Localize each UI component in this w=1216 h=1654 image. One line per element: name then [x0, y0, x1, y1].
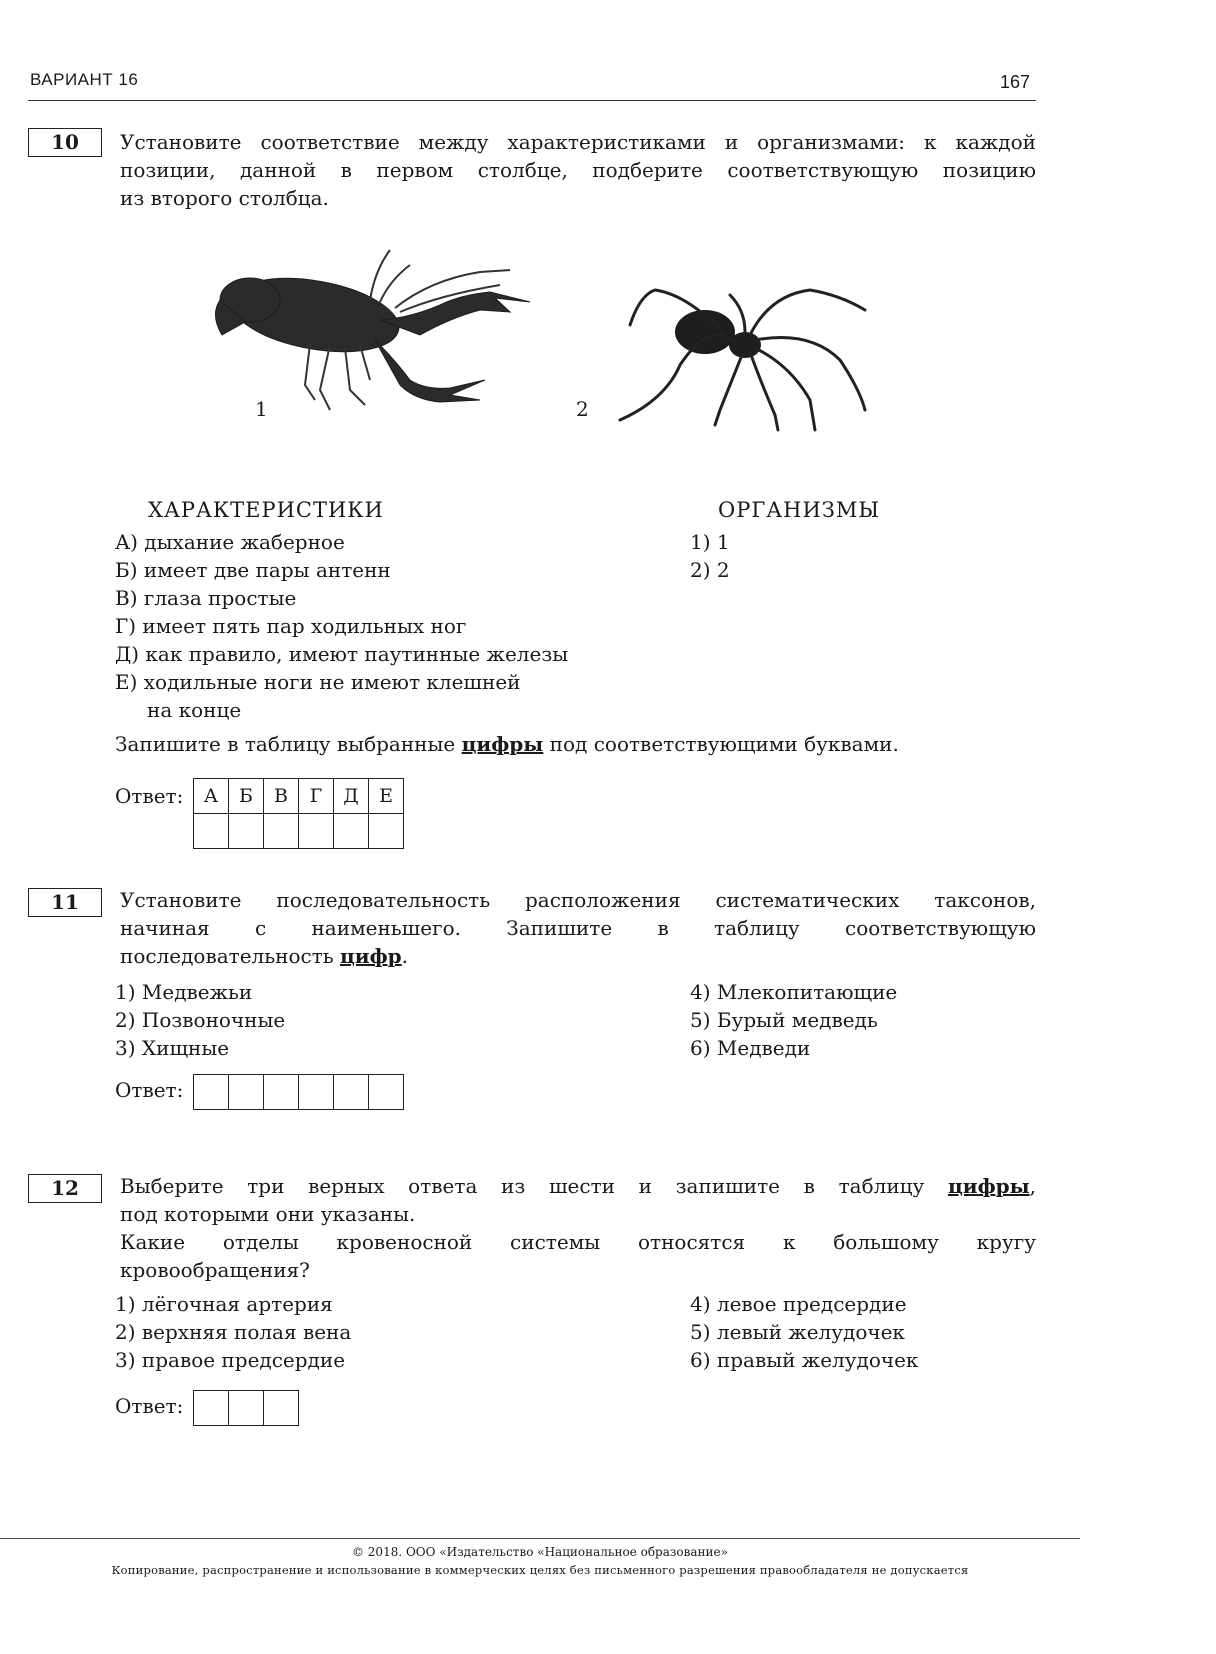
question-12-option-6: 6) правый желудочек	[690, 1348, 919, 1372]
spider-image	[610, 270, 880, 440]
question-10-text	[120, 128, 1036, 212]
answer-cell[interactable]	[194, 1391, 229, 1426]
footer-divider	[0, 1538, 1080, 1539]
instruction-text-end: под соответствующими буквами.	[543, 732, 899, 756]
answer-cell[interactable]	[369, 1075, 404, 1110]
question-12-number: 12	[28, 1174, 102, 1203]
header-divider	[28, 100, 1036, 101]
question-10-line-3: из второго столбца.	[120, 186, 329, 210]
answer-cell[interactable]	[194, 1075, 229, 1110]
answer-header-v: В	[264, 779, 299, 814]
organism-1: 1) 1	[690, 530, 730, 554]
characteristic-e: Е) ходильные ноги не имеют клешней	[115, 670, 521, 694]
characteristic-d: Д) как правило, имеют паутинные железы	[115, 642, 569, 666]
answer-header-b: Б	[229, 779, 264, 814]
question-12-options-right	[690, 1290, 918, 1374]
characteristics-list	[115, 528, 568, 724]
question-10-line-2: позиции, данной в первом столбце, подберите соответствующую позицию	[120, 158, 1036, 182]
question-10-line-1: Установите соответствие между характеристиками и организмами: к каждой	[120, 130, 1036, 154]
answer-cell-v[interactable]	[264, 814, 299, 849]
question-11-line-3-end: .	[401, 944, 409, 968]
question-10-answer-label: Ответ:	[115, 784, 184, 808]
question-12-line-1	[120, 1172, 1036, 1200]
answer-cell-e[interactable]	[369, 814, 404, 849]
answer-cell[interactable]	[229, 1075, 264, 1110]
question-11-answer-table	[193, 1074, 404, 1110]
characteristic-a: А) дыхание жаберное	[115, 530, 345, 554]
question-11-option-5: 5) Бурый медведь	[690, 1008, 878, 1032]
question-11-line-2: начиная с наименьшего. Запишите в таблицу соответствующую	[120, 916, 1036, 940]
question-11-option-2: 2) Позвоночные	[115, 1008, 286, 1032]
characteristic-v: В) глаза простые	[115, 586, 297, 610]
question-12-text	[120, 1172, 1036, 1284]
question-12-line-1-end: ,	[1029, 1174, 1036, 1198]
question-12-line-3: Какие отделы кровеносной системы относятся к большому кругу	[120, 1230, 1036, 1254]
question-11-options-left	[115, 978, 285, 1062]
characteristics-title: ХАРАКТЕРИСТИКИ	[148, 498, 384, 522]
question-12-line-2: под которыми они указаны.	[120, 1202, 416, 1226]
answer-cell[interactable]	[299, 1075, 334, 1110]
question-12-option-4: 4) левое предсердие	[690, 1292, 907, 1316]
question-11-number: 11	[28, 888, 102, 917]
characteristic-e-continuation: на конце	[147, 698, 242, 722]
question-11-line-1: Установите последовательность расположения систематических таксонов,	[120, 888, 1036, 912]
answer-cell-b[interactable]	[229, 814, 264, 849]
answer-header-e: Е	[369, 779, 404, 814]
answer-cell[interactable]	[264, 1075, 299, 1110]
answer-cell-g[interactable]	[299, 814, 334, 849]
question-12-answer-label: Ответ:	[115, 1394, 184, 1418]
question-11-option-4: 4) Млекопитающие	[690, 980, 898, 1004]
question-12-option-3: 3) правое предсердие	[115, 1348, 346, 1372]
question-11-option-3: 3) Хищные	[115, 1036, 230, 1060]
variant-title: ВАРИАНТ 16	[30, 70, 139, 89]
question-12-options-left	[115, 1290, 351, 1374]
characteristic-b: Б) имеет две пары антенн	[115, 558, 391, 582]
footer-notice: Копирование, распространение и использование в коммерческих целях без письменного разрешения правообладателя не допускается	[111, 1563, 969, 1577]
answer-header-d: Д	[334, 779, 369, 814]
answer-cell-d[interactable]	[334, 814, 369, 849]
answer-cell[interactable]	[264, 1391, 299, 1426]
question-11-answer-label: Ответ:	[115, 1078, 184, 1102]
instruction-text-start: Запишите в таблицу выбранные	[115, 732, 462, 756]
answer-header-g: Г	[299, 779, 334, 814]
organism-2: 2) 2	[690, 558, 730, 582]
question-12-option-2: 2) верхняя полая вена	[115, 1320, 352, 1344]
question-11-options-right	[690, 978, 897, 1062]
page-number: 167	[1000, 72, 1031, 92]
question-12-answer-table	[193, 1390, 299, 1426]
question-11-option-1: 1) Медвежьи	[115, 980, 253, 1004]
instruction-bold-word: цифры	[461, 732, 544, 756]
organisms-list	[690, 528, 730, 584]
footer-copyright: © 2018. ООО «Издательство «Национальное образование»	[351, 1545, 728, 1559]
answer-cell[interactable]	[334, 1075, 369, 1110]
question-11-line-3-start: последовательность	[120, 944, 341, 968]
question-11-line-3	[120, 942, 1036, 970]
answer-cell-a[interactable]	[194, 814, 229, 849]
question-12-line-1-start: Выберите три верных ответа из шести и запишите в таблицу	[120, 1174, 948, 1198]
organisms-title: ОРГАНИЗМЫ	[718, 498, 881, 522]
question-11-text	[120, 886, 1036, 970]
answer-cell[interactable]	[229, 1391, 264, 1426]
question-11-bold-word: цифр	[340, 944, 402, 968]
figure-label-1: 1	[255, 397, 268, 421]
question-11-option-6: 6) Медведи	[690, 1036, 811, 1060]
question-12-bold-word: цифры	[947, 1174, 1030, 1198]
question-10-answer-table	[193, 778, 404, 849]
question-12-option-5: 5) левый желудочек	[690, 1320, 905, 1344]
question-10-instruction	[115, 730, 899, 758]
question-12-line-4: кровообращения?	[120, 1258, 310, 1282]
question-10-number: 10	[28, 128, 102, 157]
figure-label-2: 2	[576, 397, 589, 421]
characteristic-g: Г) имеет пять пар ходильных ног	[115, 614, 467, 638]
answer-header-a: А	[194, 779, 229, 814]
question-12-option-1: 1) лёгочная артерия	[115, 1292, 333, 1316]
